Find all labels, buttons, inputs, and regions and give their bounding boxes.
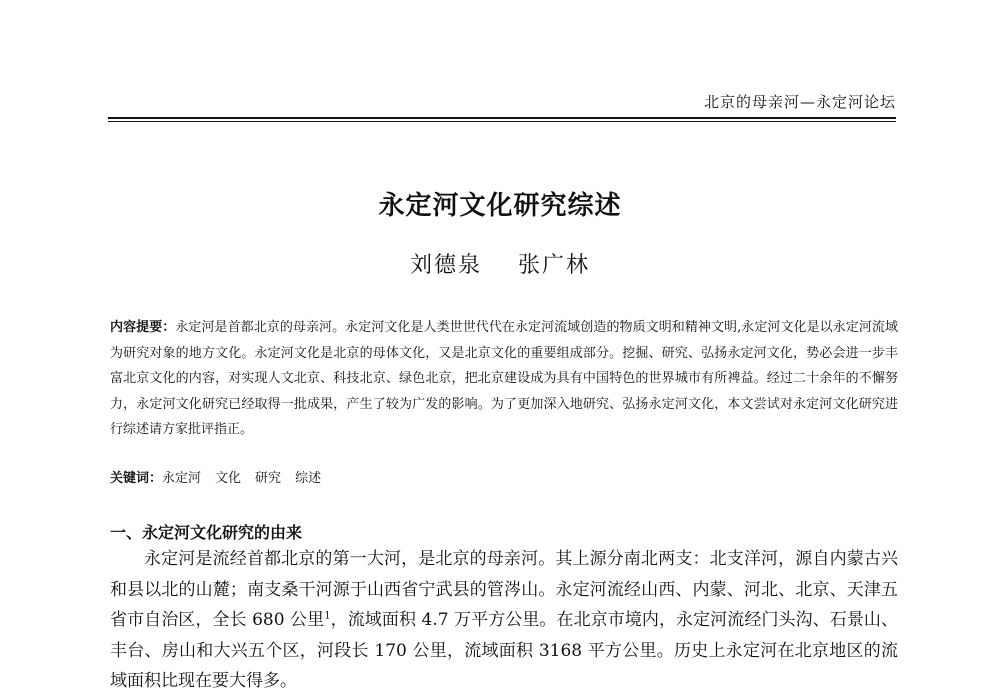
author-line <box>0 248 1000 279</box>
footnote-marker: 1 <box>324 610 331 622</box>
author-name: 刘德泉 <box>409 253 482 278</box>
abstract-text: 永定河是首都北京的母亲河。永定河文化是人类世世代代在永定河流域创造的物质文明和精神文明,永定河文化是以永定河流域为研究对象的地方文化。永定河文化是北京的母体文化，又是北京文化的重要组成部分。挖掘、研究、弘扬永定河文化，势必会进一步丰富北京文化的内容，对实现人文北京、科技北京、绿色北京，把北京建设成为具有中国特色的世界城市有所裨益。经过二十余年的不懈努力，永定河文化研究已经取得一批成果，产生了较为广发的影响。为了更加深入地研究、弘扬永定河文化，本文尝试对永定河文化研究进行综述请方家批评指正。 <box>110 320 898 437</box>
abstract-label: 内容提要： <box>110 320 176 335</box>
abstract <box>110 315 898 443</box>
header-rule <box>108 117 896 122</box>
keyword: 文化 <box>215 471 242 486</box>
body-paragraph <box>110 544 898 697</box>
article-title: 永定河文化研究综述 <box>378 191 622 221</box>
body-text-part: ，流域面积 4.7 万平方公里。在北京市境内，永定河流经门头沟、石景山、丰台、房山和大兴五个区，河段长 170 公里，流域面积 3168 平方公里。历史上永定河在北京地区的流域面积比现在要大得多。 <box>110 610 898 691</box>
section-heading: 一、永定河文化研究的由来 <box>110 523 303 542</box>
keywords <box>110 468 898 490</box>
keyword: 综述 <box>295 471 322 486</box>
body-text-part: 永定河是流经首都北京的第一大河，是北京的母亲河。其上源分南北两支：北支洋河，源自内蒙古兴和县以北的山麓；南支桑干河源于山西省宁武县的管涔山。永定河流经山西、内蒙、河北、北京、天津五省市自治区，全长 680 公里 <box>110 549 898 630</box>
running-header: 北京的母亲河—永定河论坛 <box>703 93 896 111</box>
keyword: 永定河 <box>162 471 202 486</box>
keyword: 研究 <box>255 471 282 486</box>
author-name: 张广林 <box>518 253 591 278</box>
keywords-label: 关键词： <box>110 471 163 486</box>
